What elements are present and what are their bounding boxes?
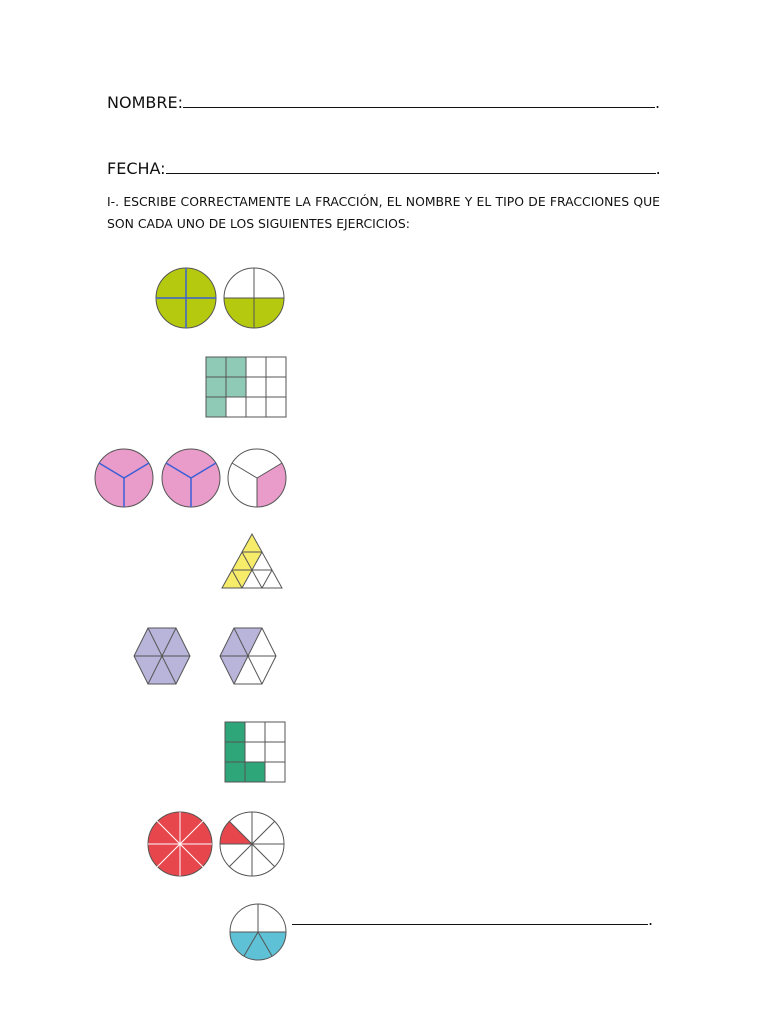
exercise-5-figure — [128, 624, 288, 690]
name-label: NOMBRE: — [107, 93, 183, 112]
answer-blank-line[interactable] — [292, 910, 648, 925]
exercise-1-whole-1 — [156, 268, 216, 328]
name-blank-line[interactable] — [183, 93, 655, 108]
exercise-7-whole-1 — [148, 812, 212, 876]
exercise-7-whole-2 — [220, 812, 284, 876]
exercise-1-whole-2 — [224, 268, 284, 328]
exercise-3-whole-3 — [228, 449, 286, 507]
answer-suffix: . — [648, 910, 654, 929]
exercise-5-whole-1 — [134, 628, 190, 684]
date-label: FECHA: — [107, 159, 166, 178]
exercise-2-figure — [205, 356, 287, 420]
exercise-5-whole-2 — [220, 628, 276, 684]
date-suffix: . — [655, 159, 661, 178]
name-suffix: . — [654, 93, 661, 112]
exercise-6-figure — [224, 721, 288, 785]
instructions-text: I-. ESCRIBE CORRECTAMENTE LA FRACCIÓN, EL NOMBRE Y EL TIPO DE FRACCIONES QUE SON CADA UNO DE LOS SIGUIENTES EJERCICIOS: — [107, 194, 660, 231]
answer-field[interactable] — [292, 910, 657, 929]
exercise-3-whole-1 — [95, 449, 153, 507]
exercise-3-whole-2 — [162, 449, 220, 507]
exercise-3-figure — [92, 446, 292, 512]
exercise-4-figure — [216, 530, 288, 596]
exercise-1-figure — [150, 262, 290, 334]
exercise-7-figure — [142, 808, 290, 880]
exercise-8-figure — [224, 898, 292, 966]
date-blank-line[interactable] — [166, 159, 656, 174]
date-field[interactable] — [107, 159, 662, 178]
name-field[interactable] — [107, 93, 662, 112]
